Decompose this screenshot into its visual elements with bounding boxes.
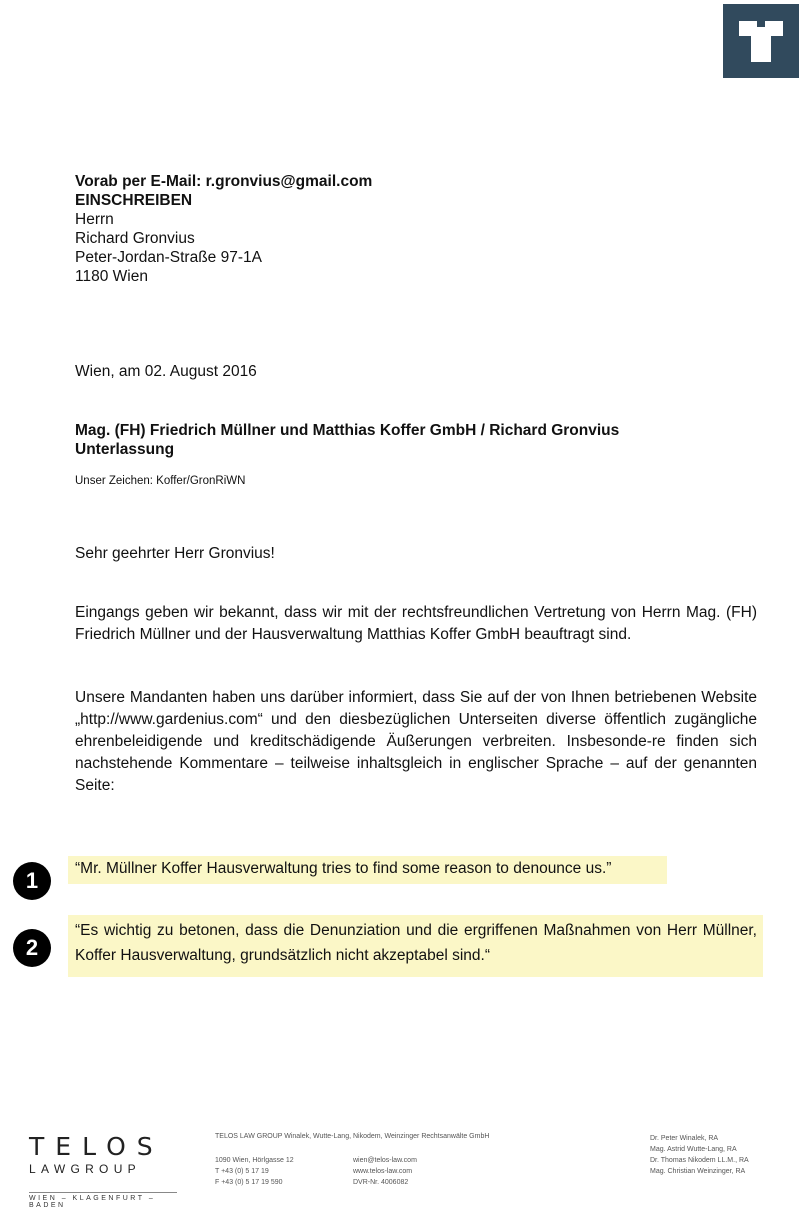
- footer-contact: [353, 1155, 417, 1188]
- reference-code: Unser Zeichen: Koffer/GronRiWN: [75, 475, 246, 487]
- footer-lawyer: Dr. Thomas Nikodem LL.M., RA: [650, 1157, 749, 1164]
- letter-date: Wien, am 02. August 2016: [75, 363, 257, 380]
- footer-address-street: 1090 Wien, Hörlgasse 12: [215, 1157, 294, 1164]
- footer-lawyers: [650, 1133, 749, 1177]
- recipient-name: Richard Gronvius: [75, 230, 195, 247]
- footer-phone: T +43 (0) 5 17 19: [215, 1168, 269, 1175]
- recipient-city: 1180 Wien: [75, 268, 148, 285]
- quote-text-1: “Mr. Müllner Koffer Hausverwaltung tries to find some reason to denounce us.”: [75, 860, 612, 877]
- quote-text-2: “Es wichtig zu betonen, dass die Denunziation und die ergriffenen Maßnahmen von Herr Müllner, Koffer Hausverwaltung, grundsätzlich nicht akzeptabel sind.“: [75, 922, 757, 964]
- footer-lawyer: Mag. Christian Weinzinger, RA: [650, 1168, 746, 1175]
- footer-firm-name: TELOS LAW GROUP Winalek, Wutte-Lang, Nikodem, Weinzinger Rechtsanwälte GmbH: [215, 1133, 490, 1140]
- paragraph-complaint: Unsere Mandanten haben uns darüber informiert, dass Sie auf der von Ihnen betriebenen Website „http://www.gardenius.com“ und den diesbezüglichen Unterseiten diverse öffentlich zugängliche ehrenbeleidigende und kreditschädigende Äußerungen verbreiten. Insbesonde-re finden sich nachstehende Kommentare – teilweise inhaltsgleich in englischer Sprache – auf der genannten Seite:: [75, 689, 757, 794]
- footer-lawyer: Mag. Astrid Wutte-Lang, RA: [650, 1146, 737, 1153]
- recipient-address-block: [75, 172, 372, 286]
- email-notice: Vorab per E-Mail: r.gronvius@gmail.com: [75, 173, 373, 190]
- footer-address: [215, 1155, 294, 1188]
- recipient-salutation: Herrn: [75, 211, 114, 228]
- quote-number-badge-1: 1: [13, 862, 51, 900]
- footer-fax: F +43 (0) 5 17 19 590: [215, 1179, 283, 1186]
- delivery-method: EINSCHREIBEN: [75, 192, 193, 209]
- footer-brand-name: TELOS: [29, 1132, 164, 1161]
- recipient-street: Peter-Jordan-Straße 97-1A: [75, 249, 262, 266]
- footer-lawyer: Dr. Peter Winalek, RA: [650, 1135, 719, 1142]
- telos-logo: [723, 4, 799, 78]
- quote-number-badge-2: 2: [13, 929, 51, 967]
- footer-website: www.telos-law.com: [353, 1168, 413, 1175]
- footer-brand-subtitle: LAWGROUP: [29, 1162, 141, 1176]
- subject-line-2: Unterlassung: [75, 441, 175, 458]
- footer-dvr: DVR-Nr. 4006082: [353, 1179, 409, 1186]
- paragraph-intro: Eingangs geben wir bekannt, dass wir mit der rechtsfreundlichen Vertretung von Herrn Mag. (FH) Friedrich Müllner und der Hausverwaltung Matthias Koffer GmbH beauftragt sind.: [75, 604, 757, 643]
- subject-line-1: Mag. (FH) Friedrich Müllner und Matthias Koffer GmbH / Richard Gronvius: [75, 422, 620, 439]
- footer-cities: WIEN – KLAGENFURT – BADEN: [29, 1192, 177, 1209]
- footer-email: wien@telos-law.com: [353, 1157, 417, 1164]
- telos-t-logo-icon: [723, 4, 799, 78]
- letter-subject: [75, 421, 619, 459]
- footer-brand: [29, 1133, 177, 1209]
- greeting: Sehr geehrter Herr Gronvius!: [75, 545, 275, 562]
